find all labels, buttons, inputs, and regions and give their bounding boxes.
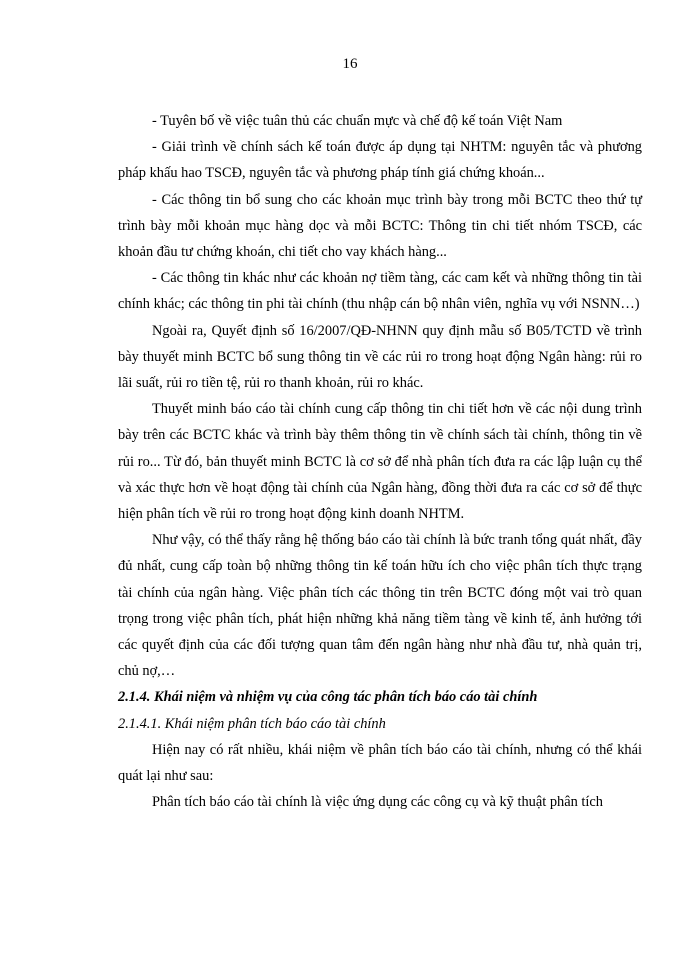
paragraph-notes-detail: Thuyết minh báo cáo tài chính cung cấp thông tin chi tiết hơn về các nội dung trình bày trên các BCTC khác và trình bày thêm thông tin về chính sách tài chính, thông tin về rủi ro... Từ đó, bản thuyết minh BCTC là cơ sở để nhà phân tích đưa ra các lập luận cụ thể và xác thực hơn về hoạt động tài chính của Ngân hàng, đồng thời đưa ra các cơ sở để thực hiện phân tích về rủi ro trong hoạt động kinh doanh NHTM. [118,401,642,523]
paragraph-supplementary-info: - Các thông tin bổ sung cho các khoản mục trình bày trong mỗi BCTC theo thứ tự trình bày mỗi khoản mục hàng dọc và mỗi BCTC: Thông tin chi tiết nhóm TSCĐ, các khoản đầu tư chứng khoán, chi tiết cho vay khách hàng... [118,191,642,261]
paragraph-accounting-policy: - Giải trình về chính sách kế toán được áp dụng tại NHTM: nguyên tắc và phương pháp khấu hao TSCĐ, nguyên tắc và phương pháp tính giá chứng khoán... [118,139,642,182]
paragraph-definition-start: Phân tích báo cáo tài chính là việc ứng dụng các công cụ và kỹ thuật phân tích [152,794,603,811]
paragraph-compliance-statement: - Tuyên bố về việc tuân thủ các chuẩn mực và chế độ kế toán Việt Nam [152,113,563,129]
section-heading: 2.1.4. Khái niệm và nhiệm vụ của công tác phân tích báo cáo tài chính [118,689,538,706]
paragraph-summary: Như vậy, có thể thấy rằng hệ thống báo cáo tài chính là bức tranh tổng quát nhất, đầy đủ nhất, cung cấp toàn bộ những thông tin kế toán hữu ích cho việc phân tích thực trạng tài chính của ngân hàng. Việc phân tích các thông tin trên BCTC đóng một vai trò quan trọng trong việc phân tích, phát hiện những khả năng tiềm tàng về kinh tế, ảnh hưởng tới các quyết định của các đối tượng quan tâm đến ngân hàng như nhà đầu tư, nhà quản trị, chủ nợ,… [118,532,642,680]
document-body [118,108,642,815]
paragraph-decision-16-2007: Ngoài ra, Quyết định số 16/2007/QĐ-NHNN quy định mẫu số B05/TCTD về trình bày thuyết minh BCTC bổ sung thông tin về các rủi ro trong hoạt động Ngân hàng: rủi ro lãi suất, rủi ro tiền tệ, rủi ro thanh khoản, rủi ro khác. [118,322,642,392]
paragraph-other-info: - Các thông tin khác như các khoản nợ tiềm tàng, các cam kết và những thông tin tài chính khác; các thông tin phi tài chính (thu nhập cán bộ nhân viên, nghĩa vụ với NSNN…) [118,270,642,313]
subsection-heading: 2.1.4.1. Khái niệm phân tích báo cáo tài chính [118,715,386,732]
page-number: 16 [342,56,358,72]
paragraph-definitions-intro: Hiện nay có rất nhiều, khái niệm về phân tích báo cáo tài chính, nhưng có thể khái quát lại như sau: [118,741,642,785]
